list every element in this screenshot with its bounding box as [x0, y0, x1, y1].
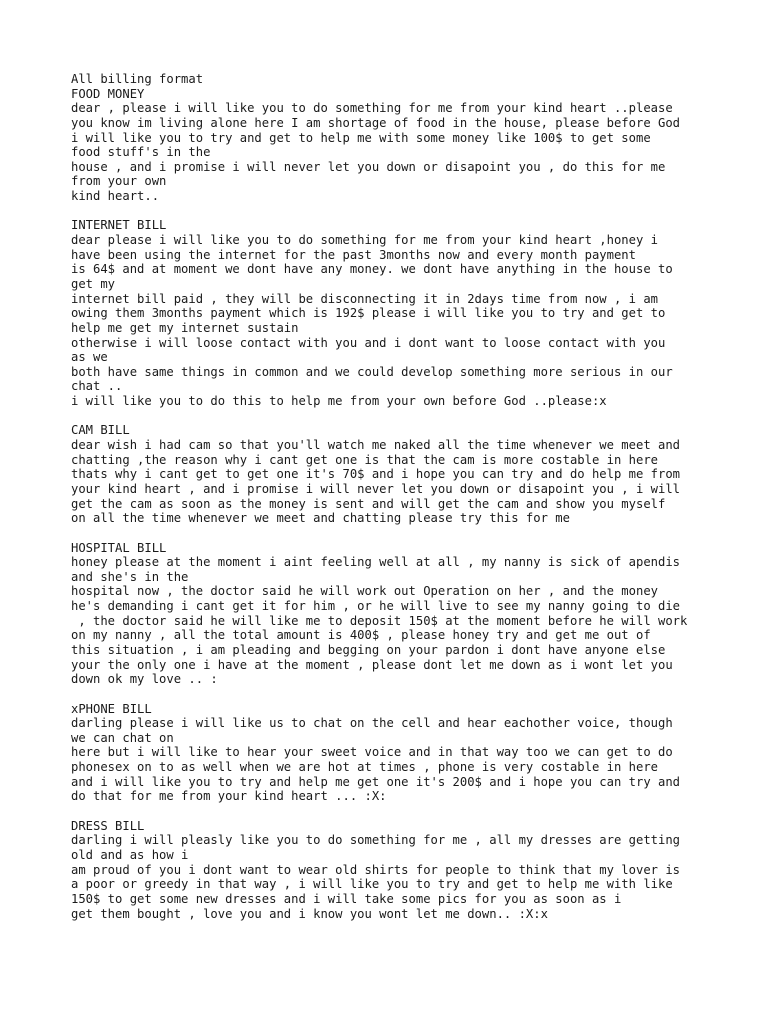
text-line: old and as how i [71, 847, 189, 862]
text-line: am proud of you i dont want to wear old shirts for people to think that my lover is [71, 862, 681, 877]
text-line: help me get my internet sustain [71, 320, 299, 335]
text-line: this situation , i am pleading and begging on your pardon i dont have anyone else [71, 642, 666, 657]
text-line: is 64$ and at moment we dont have any money. we dont have anything in the house to [71, 262, 673, 277]
text-line: DRESS BILL [71, 818, 145, 833]
text-line: here but i will like to hear your sweet voice and in that way too we can get to do [71, 745, 673, 760]
text-line: he's demanding i cant get it for him , or he will live to see my nanny going to die [71, 599, 681, 614]
text-line: internet bill paid , they will be disconnecting it in 2days time from now , i am [71, 291, 658, 306]
text-line: 150$ to get some new dresses and i will take some pics for you as soon as i [71, 891, 622, 906]
text-line: dear please i will like you to do something for me from your kind heart ,honey i [71, 233, 658, 248]
text-line: house , and i promise i will never let you down or disapoint you , do this for me [71, 159, 666, 174]
text-line: owing them 3months payment which is 192$ please i will like you to try and get to [71, 306, 666, 321]
text-line: you know im living alone here I am shortage of food in the house, please before God [71, 115, 681, 130]
text-line: phonesex on to as well when we are hot at times , phone is very costable in here [71, 760, 658, 775]
text-line: dear , please i will like you to do something for me from your kind heart ..please [71, 101, 673, 116]
blank-line [71, 204, 711, 219]
document-page [71, 72, 711, 921]
text-line: dear wish i had cam so that you'll watch me naked all the time whenever we meet and [71, 438, 681, 453]
text-line: your the only one i have at the moment , please dont let me down as i wont let you [71, 657, 673, 672]
text-line: xPHONE BILL [71, 701, 152, 716]
text-line: a poor or greedy in that way , i will like you to try and get to help me with like [71, 877, 673, 892]
text-line: CAM BILL [71, 423, 130, 438]
text-line: kind heart.. [71, 189, 160, 204]
text-line: get my [71, 276, 116, 291]
text-line: get them bought , love you and i know you wont let me down.. :X:x [71, 906, 548, 921]
blank-line [71, 687, 711, 702]
text-line: chat .. [71, 379, 123, 394]
text-line: i will like you to do this to help me from your own before God ..please:x [71, 394, 607, 409]
blank-line [71, 804, 711, 819]
text-line: otherwise i will loose contact with you and i dont want to loose contact with you [71, 335, 666, 350]
blank-line [71, 409, 711, 424]
text-line: HOSPITAL BILL [71, 540, 167, 555]
text-line: and she's in the [71, 569, 189, 584]
text-line: hospital now , the doctor said he will work out Operation on her , and the money [71, 584, 658, 599]
text-line: from your own [71, 174, 167, 189]
text-line: All billing format [71, 72, 204, 86]
text-line: on my nanny , all the total amount is 400$ , please honey try and get me out of [71, 628, 651, 643]
text-line: FOOD MONEY [71, 86, 145, 101]
text-line: darling i will pleasly like you to do something for me , all my dresses are getting [71, 833, 681, 848]
text-line: have been using the internet for the past 3months now and every month payment [71, 247, 636, 262]
text-line: down ok my love .. : [71, 672, 218, 687]
text-line: on all the time whenever we meet and chatting please try this for me [71, 511, 570, 526]
text-line: we can chat on [71, 730, 174, 745]
text-line: get the cam as soon as the money is sent and will get the cam and show you myself [71, 496, 666, 511]
text-line: your kind heart , and i promise i will never let you down or disapoint you , i will [71, 481, 681, 496]
blank-line [71, 526, 711, 541]
text-line: both have same things in common and we could develop something more serious in our [71, 364, 673, 379]
text-line: honey please at the moment i aint feeling well at all , my nanny is sick of apendis [71, 555, 681, 570]
text-line: INTERNET BILL [71, 218, 167, 233]
text-line: do that for me from your kind heart ... :X: [71, 789, 387, 804]
text-line: darling please i will like us to chat on the cell and hear eachother voice, though [71, 716, 673, 731]
text-line: thats why i cant get to get one it's 70$ and i hope you can try and do help me from [71, 467, 681, 482]
text-line: chatting ,the reason why i cant get one is that the cam is more costable in here [71, 452, 658, 467]
text-line: and i will like you to try and help me get one it's 200$ and i hope you can try and [71, 774, 681, 789]
text-line: as we [71, 350, 108, 365]
text-line: i will like you to try and get to help me with some money like 100$ to get some [71, 130, 651, 145]
text-line: food stuff's in the [71, 145, 211, 160]
text-line: , the doctor said he will like me to deposit 150$ at the moment before he will work [71, 613, 688, 628]
